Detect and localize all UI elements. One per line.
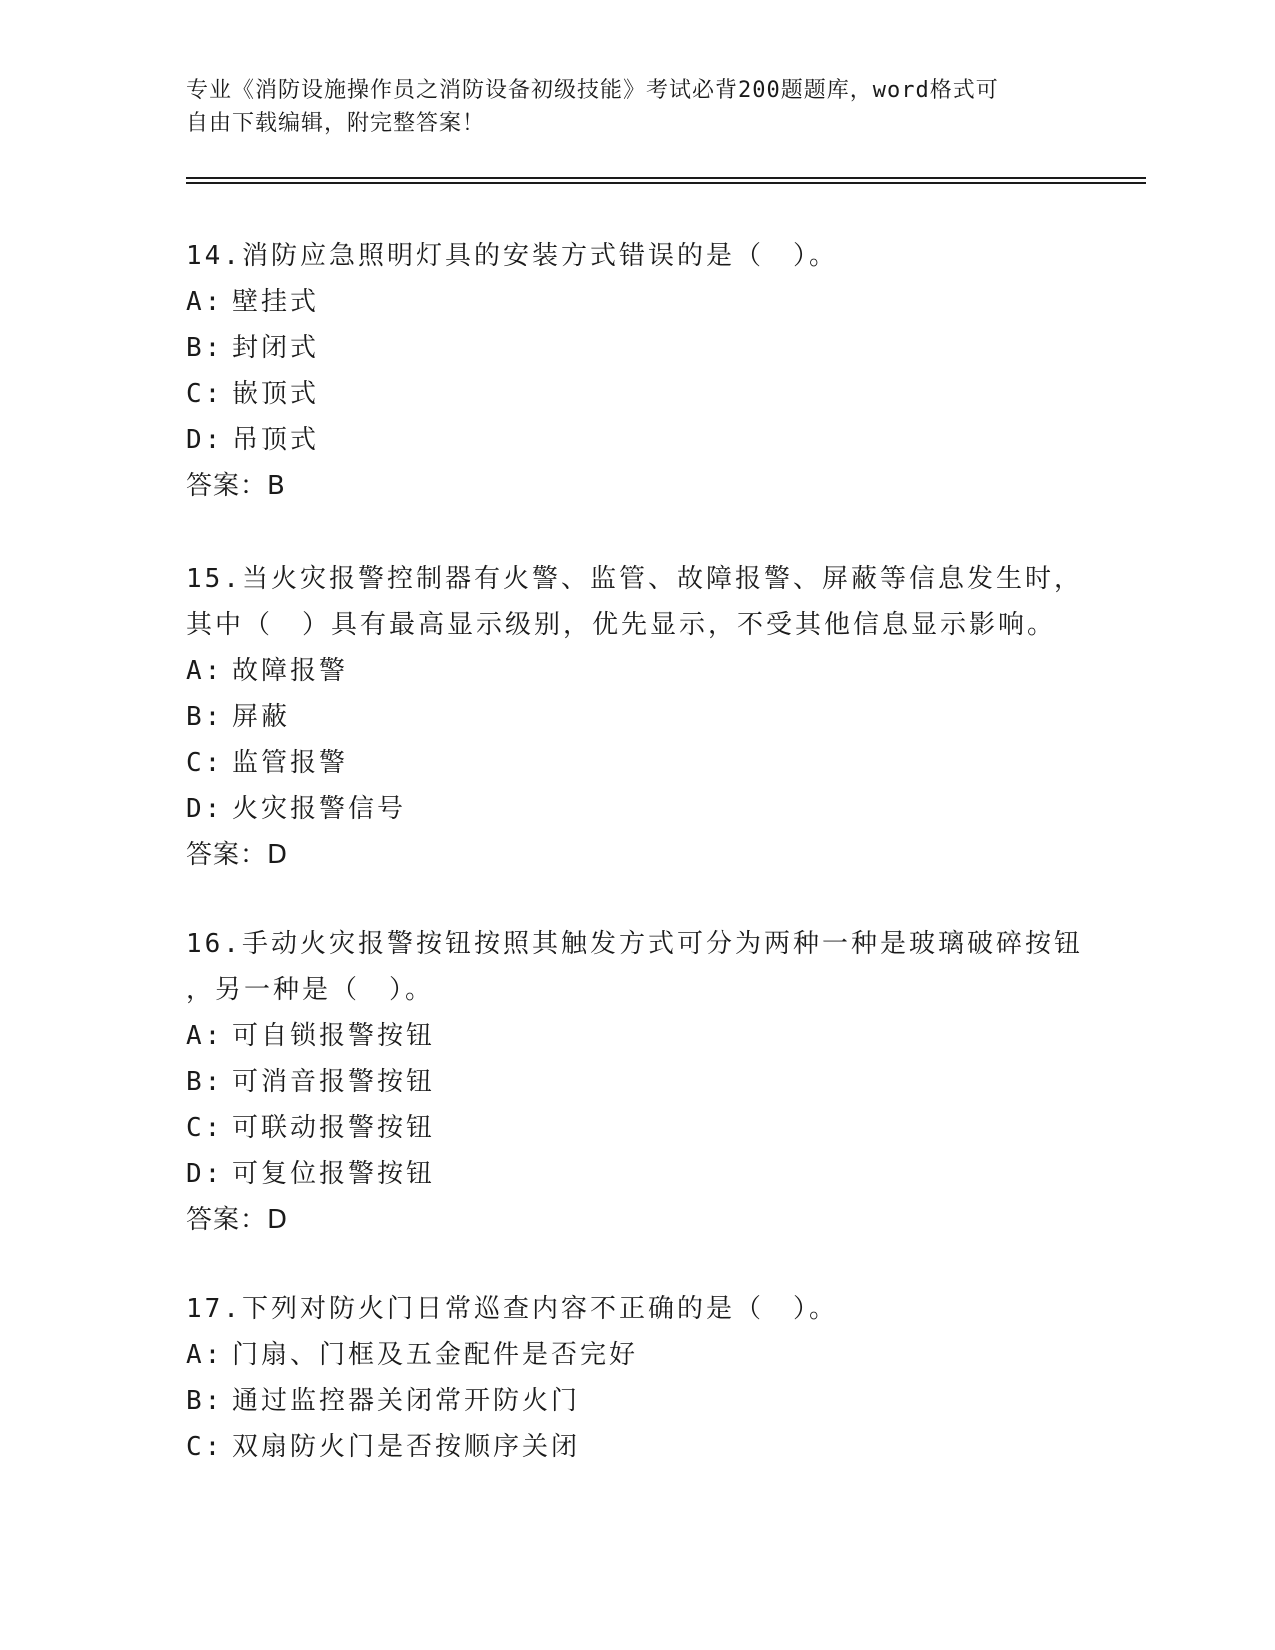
header-title-line-2: 自由下载编辑，附完整答案！ bbox=[186, 111, 486, 136]
option-letter: B: bbox=[186, 1067, 224, 1097]
question-stem: 17.下列对防火门日常巡查内容不正确的是（ ）。 bbox=[186, 1294, 838, 1324]
option-letter: B: bbox=[186, 702, 224, 732]
question-stem-line-2: ，另一种是（ ）。 bbox=[186, 975, 435, 1005]
answer-line: 答案：D bbox=[186, 840, 289, 870]
option-c bbox=[186, 371, 1086, 417]
option-letter: C: bbox=[186, 379, 224, 409]
option-text: 通过监控器关闭常开防火门 bbox=[232, 1386, 581, 1416]
option-letter: B: bbox=[186, 1386, 224, 1416]
header-divider-top bbox=[186, 177, 1146, 179]
option-letter: A: bbox=[186, 287, 224, 317]
document-header bbox=[186, 74, 1086, 140]
option-b bbox=[186, 694, 1086, 740]
option-text: 可复位报警按钮 bbox=[232, 1159, 436, 1189]
option-b bbox=[186, 1378, 1086, 1424]
question-16 bbox=[186, 921, 1086, 1243]
option-letter: D: bbox=[186, 1159, 224, 1189]
option-letter: C: bbox=[186, 1113, 224, 1143]
option-text: 封闭式 bbox=[232, 333, 320, 363]
option-letter: C: bbox=[186, 1432, 224, 1462]
option-letter: D: bbox=[186, 425, 224, 455]
option-letter: A: bbox=[186, 1340, 224, 1370]
question-stem-line-2: 其中（ ）具有最高显示级别，优先显示，不受其他信息显示影响。 bbox=[186, 610, 1057, 640]
question-stem-line-1: 15.当火灾报警控制器有火警、监管、故障报警、屏蔽等信息发生时， bbox=[186, 564, 1083, 594]
option-text: 吊顶式 bbox=[232, 425, 320, 455]
option-text: 双扇防火门是否按顺序关闭 bbox=[232, 1432, 581, 1462]
option-d bbox=[186, 417, 1086, 463]
option-text: 监管报警 bbox=[232, 748, 349, 778]
option-text: 故障报警 bbox=[232, 656, 349, 686]
option-letter: B: bbox=[186, 333, 224, 363]
question-14 bbox=[186, 233, 1086, 509]
option-a bbox=[186, 648, 1086, 694]
option-letter: A: bbox=[186, 1021, 224, 1051]
option-text: 可消音报警按钮 bbox=[232, 1067, 436, 1097]
option-text: 可自锁报警按钮 bbox=[232, 1021, 436, 1051]
option-a bbox=[186, 1013, 1086, 1059]
option-c bbox=[186, 740, 1086, 786]
header-divider-bottom bbox=[186, 182, 1146, 184]
option-letter: A: bbox=[186, 656, 224, 686]
answer-line: 答案：B bbox=[186, 471, 286, 501]
question-17 bbox=[186, 1286, 1086, 1470]
option-text: 门扇、门框及五金配件是否完好 bbox=[232, 1340, 639, 1370]
header-title-line-1: 专业《消防设施操作员之消防设备初级技能》考试必背200题题库，word格式可 bbox=[186, 78, 999, 103]
option-text: 屏蔽 bbox=[232, 702, 291, 732]
option-text: 可联动报警按钮 bbox=[232, 1113, 436, 1143]
option-letter: D: bbox=[186, 794, 224, 824]
option-text: 壁挂式 bbox=[232, 287, 320, 317]
question-stem: 14.消防应急照明灯具的安装方式错误的是（ ）。 bbox=[186, 241, 838, 271]
option-b bbox=[186, 325, 1086, 371]
option-c bbox=[186, 1105, 1086, 1151]
option-a bbox=[186, 1332, 1086, 1378]
option-a bbox=[186, 279, 1086, 325]
option-text: 火灾报警信号 bbox=[232, 794, 407, 824]
option-d bbox=[186, 1151, 1086, 1197]
option-d bbox=[186, 786, 1086, 832]
question-15 bbox=[186, 556, 1086, 878]
question-stem-line-1: 16.手动火灾报警按钮按照其触发方式可分为两种一种是玻璃破碎按钮 bbox=[186, 929, 1083, 959]
option-c bbox=[186, 1424, 1086, 1470]
option-b bbox=[186, 1059, 1086, 1105]
option-text: 嵌顶式 bbox=[232, 379, 320, 409]
option-letter: C: bbox=[186, 748, 224, 778]
answer-line: 答案：D bbox=[186, 1205, 289, 1235]
